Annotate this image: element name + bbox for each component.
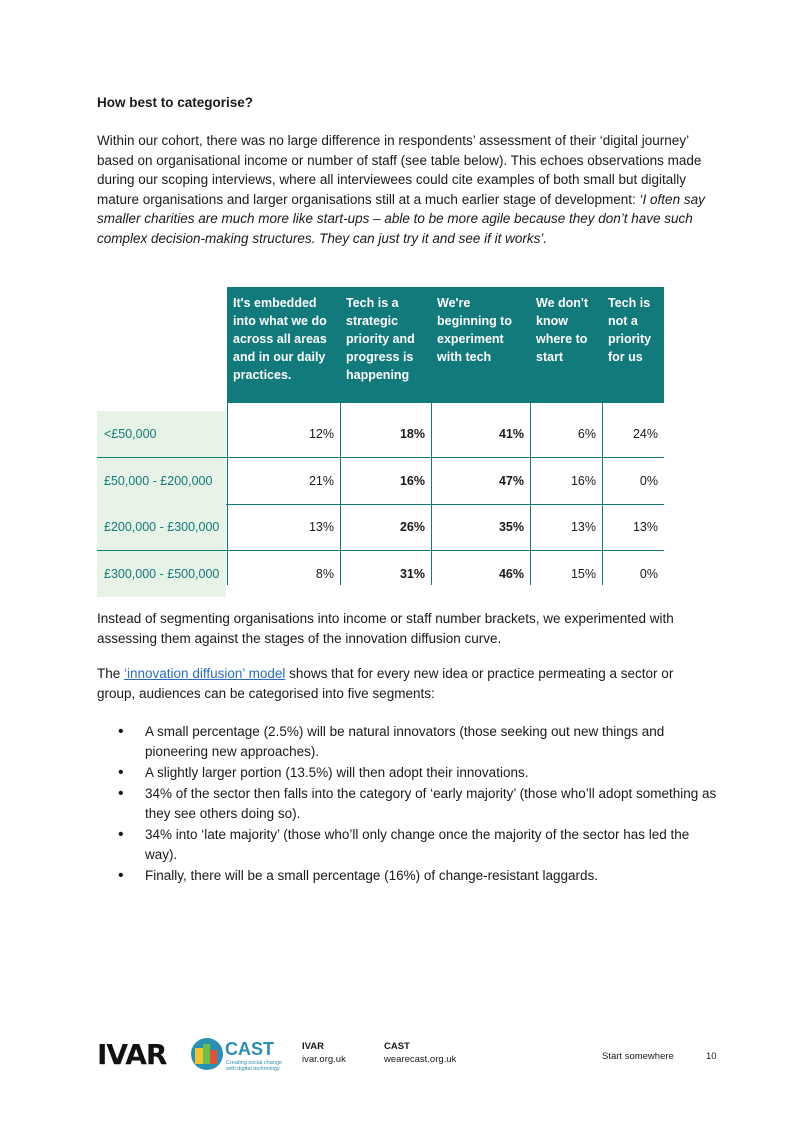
- cast-logo: [191, 1038, 281, 1078]
- footer-ivar: [302, 1040, 346, 1066]
- table-cell: 41%: [498, 427, 524, 441]
- column-header: It's embedded into what we do across all areas and in our daily practices.: [233, 296, 327, 382]
- list-item: • Finally, there will be a small percentage (16%) of change-resistant laggards.: [118, 866, 718, 886]
- table-cell: 6%: [577, 427, 596, 441]
- footer-tagline: Start somewhere: [602, 1051, 674, 1062]
- table-cell: 0%: [639, 474, 658, 488]
- table-cell: 26%: [399, 520, 425, 534]
- table-cell: 8%: [315, 567, 334, 581]
- table-row: [97, 458, 664, 505]
- cast-tagline: Creating social change with digital technology: [226, 1060, 282, 1072]
- table-row: [97, 551, 664, 597]
- table-cell: 16%: [570, 474, 596, 488]
- table-cell: 46%: [498, 567, 524, 581]
- diffusion-prefix: The: [97, 666, 125, 681]
- row-label: £200,000 - £300,000: [97, 504, 226, 550]
- row-label: <£50,000: [97, 411, 226, 457]
- column-header: Tech is not a priority for us: [608, 296, 652, 364]
- diffusion-suffix: shows that for every new idea or practice permeating a sector or group, audiences can be categorised into five segments:: [97, 666, 674, 701]
- table-header: [227, 287, 664, 403]
- row-label: £50,000 - £200,000: [97, 458, 226, 504]
- list-item: • A small percentage (2.5%) will be natural innovators (those seeking out new things and pioneering new approaches).: [118, 722, 718, 762]
- table-row: [97, 411, 664, 458]
- table-cell: 0%: [639, 567, 658, 581]
- table-divider: [602, 403, 603, 585]
- table-cell: 15%: [570, 567, 596, 581]
- list-item: • 34% of the sector then falls into the category of ‘early majority’ (those who’ll adopt something as they see others doing so).: [118, 784, 718, 824]
- footer-cast-url: wearecast.org.uk: [384, 1054, 457, 1065]
- table-cell: 16%: [399, 474, 425, 488]
- table-cell: 47%: [498, 474, 524, 488]
- footer-ivar-url: ivar.org.uk: [302, 1054, 346, 1065]
- table-divider: [227, 403, 228, 585]
- table-cell: 13%: [570, 520, 596, 534]
- table-divider: [530, 403, 531, 585]
- diffusion-paragraph: [97, 664, 712, 703]
- cast-emblem-icon: [191, 1038, 223, 1070]
- list-item: • A slightly larger portion (13.5%) will then adopt their innovations.: [118, 763, 718, 783]
- cast-logo-text: CAST: [225, 1039, 274, 1059]
- table-cell: 12%: [308, 427, 334, 441]
- intro-text: Within our cohort, there was no large difference in respondents’ assessment of their ‘digital journey’ based on organisational income or number of staff (see table below). This echoes observations made during our scoping interviews, where all interviewees could cite examples of both small but digitally mature organisations and larger organisations still at a much earlier stage of development:: [97, 133, 702, 207]
- segments-list: [118, 722, 718, 887]
- section-heading: How best to categorise?: [97, 95, 254, 110]
- column-header: Tech is a strategic priority and progress is happening: [346, 296, 415, 382]
- page-number: 10: [706, 1051, 717, 1062]
- column-header: We don't know where to start: [536, 296, 589, 364]
- list-item: • 34% into ‘late majority’ (those who’ll only change once the majority of the sector has led the way).: [118, 825, 718, 865]
- table-cell: 13%: [308, 520, 334, 534]
- segmenting-paragraph: Instead of segmenting organisations into income or staff number brackets, we experimented with assessing them against the stages of the innovation diffusion curve.: [97, 611, 674, 646]
- table-divider: [340, 403, 341, 585]
- intro-quote: ‘I often say smaller charities are much more like start-ups – able to be more agile because they don’t have such complex decision-making structures. They can just try it and see if it works’.: [97, 191, 705, 246]
- table-cell: 18%: [399, 427, 425, 441]
- footer-ivar-title: IVAR: [302, 1041, 324, 1052]
- table-cell: 21%: [308, 474, 334, 488]
- footer-cast: [384, 1040, 456, 1066]
- column-header: We're beginning to experiment with tech: [437, 296, 512, 364]
- footer-cast-title: CAST: [384, 1041, 410, 1052]
- table-row: [97, 504, 664, 551]
- ivar-logo: IVAR: [97, 1038, 167, 1071]
- table-cell: 31%: [399, 567, 425, 581]
- table-cell: 24%: [632, 427, 658, 441]
- table-divider: [431, 403, 432, 585]
- table-cell: 13%: [632, 520, 658, 534]
- innovation-diffusion-link[interactable]: ‘innovation diffusion’ model: [124, 666, 286, 681]
- row-label: £300,000 - £500,000: [97, 551, 226, 597]
- table-cell: 35%: [498, 520, 524, 534]
- intro-paragraph: [97, 131, 712, 248]
